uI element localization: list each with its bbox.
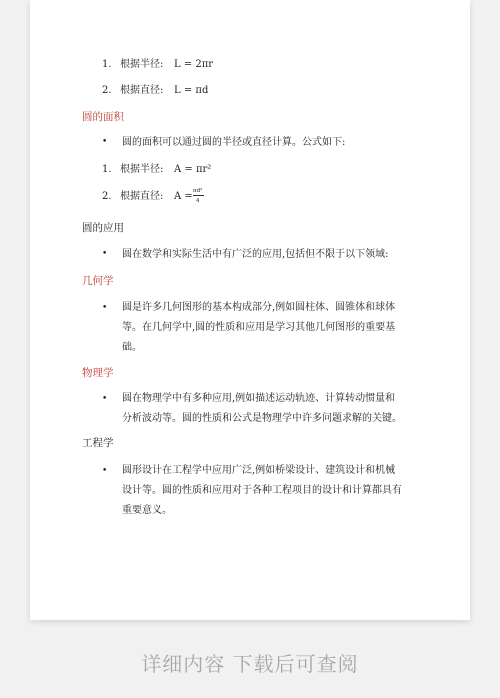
list-label: 根据直径: <box>120 85 164 96</box>
formula: L = πd <box>174 85 209 96</box>
paragraph-line: 等。在几何学中,圆的性质和应用是学习其他几何图形的重要基 <box>122 322 396 333</box>
bullet-glyph: • <box>102 394 108 404</box>
formula-prefix: A = <box>174 191 193 202</box>
list-label: 根据直径: <box>120 191 164 202</box>
section-heading-physics: 物理学 <box>82 367 114 379</box>
fraction-denominator: 4 <box>196 198 200 204</box>
list-label: 根据半径: <box>120 164 164 175</box>
area-intro: 圆的面积可以通过圆的半径或直径计算。公式如下: <box>122 137 346 148</box>
paragraph-line: 设计等。圆的性质和应用对于各种工程项目的设计和计算都具有 <box>122 485 402 496</box>
paragraph-line: 圆形设计在工程学中应用广泛,例如桥梁设计、建筑设计和机械 <box>122 465 396 476</box>
bullet-glyph: • <box>102 249 108 259</box>
fraction-bar <box>193 195 204 196</box>
formula: L = 2πr <box>174 59 214 70</box>
bullet-glyph: • <box>102 466 108 476</box>
section-heading-geometry: 几何学 <box>82 275 114 287</box>
list-number: 2. <box>102 191 112 202</box>
section-heading-area: 圆的面积 <box>82 111 124 123</box>
list-number: 2. <box>102 85 112 96</box>
bullet-glyph: • <box>102 303 108 313</box>
paragraph-line: 分析波动等。圆的性质和公式是物理学中许多问题求解的关键。 <box>122 413 402 424</box>
engineering-paragraph <box>122 461 402 521</box>
physics-paragraph <box>122 389 402 429</box>
application-intro: 圆在数学和实际生活中有广泛的应用,包括但不限于以下领域: <box>122 249 389 260</box>
document-page <box>30 0 470 620</box>
download-footer-banner[interactable]: 详细内容 下载后可查阅 <box>141 652 359 676</box>
list-number: 1. <box>102 164 112 175</box>
list-label: 根据半径: <box>120 59 164 70</box>
section-heading-engineering: 工程学 <box>82 437 114 449</box>
paragraph-line: 重要意义。 <box>122 505 172 516</box>
paragraph-line: 圆是许多几何图形的基本构成部分,例如圆柱体、圆锥体和球体 <box>122 302 396 313</box>
paragraph-line: 圆在物理学中有多种应用,例如描述运动轨迹、计算转动惯量和 <box>122 393 396 404</box>
section-heading-application: 圆的应用 <box>82 222 124 234</box>
fraction-numerator: πd² <box>193 188 203 194</box>
bullet-glyph: • <box>102 137 108 147</box>
paragraph-line: 础。 <box>122 342 142 353</box>
formula: A = πr² <box>174 164 212 175</box>
geometry-paragraph <box>122 298 395 358</box>
list-number: 1. <box>102 59 112 70</box>
